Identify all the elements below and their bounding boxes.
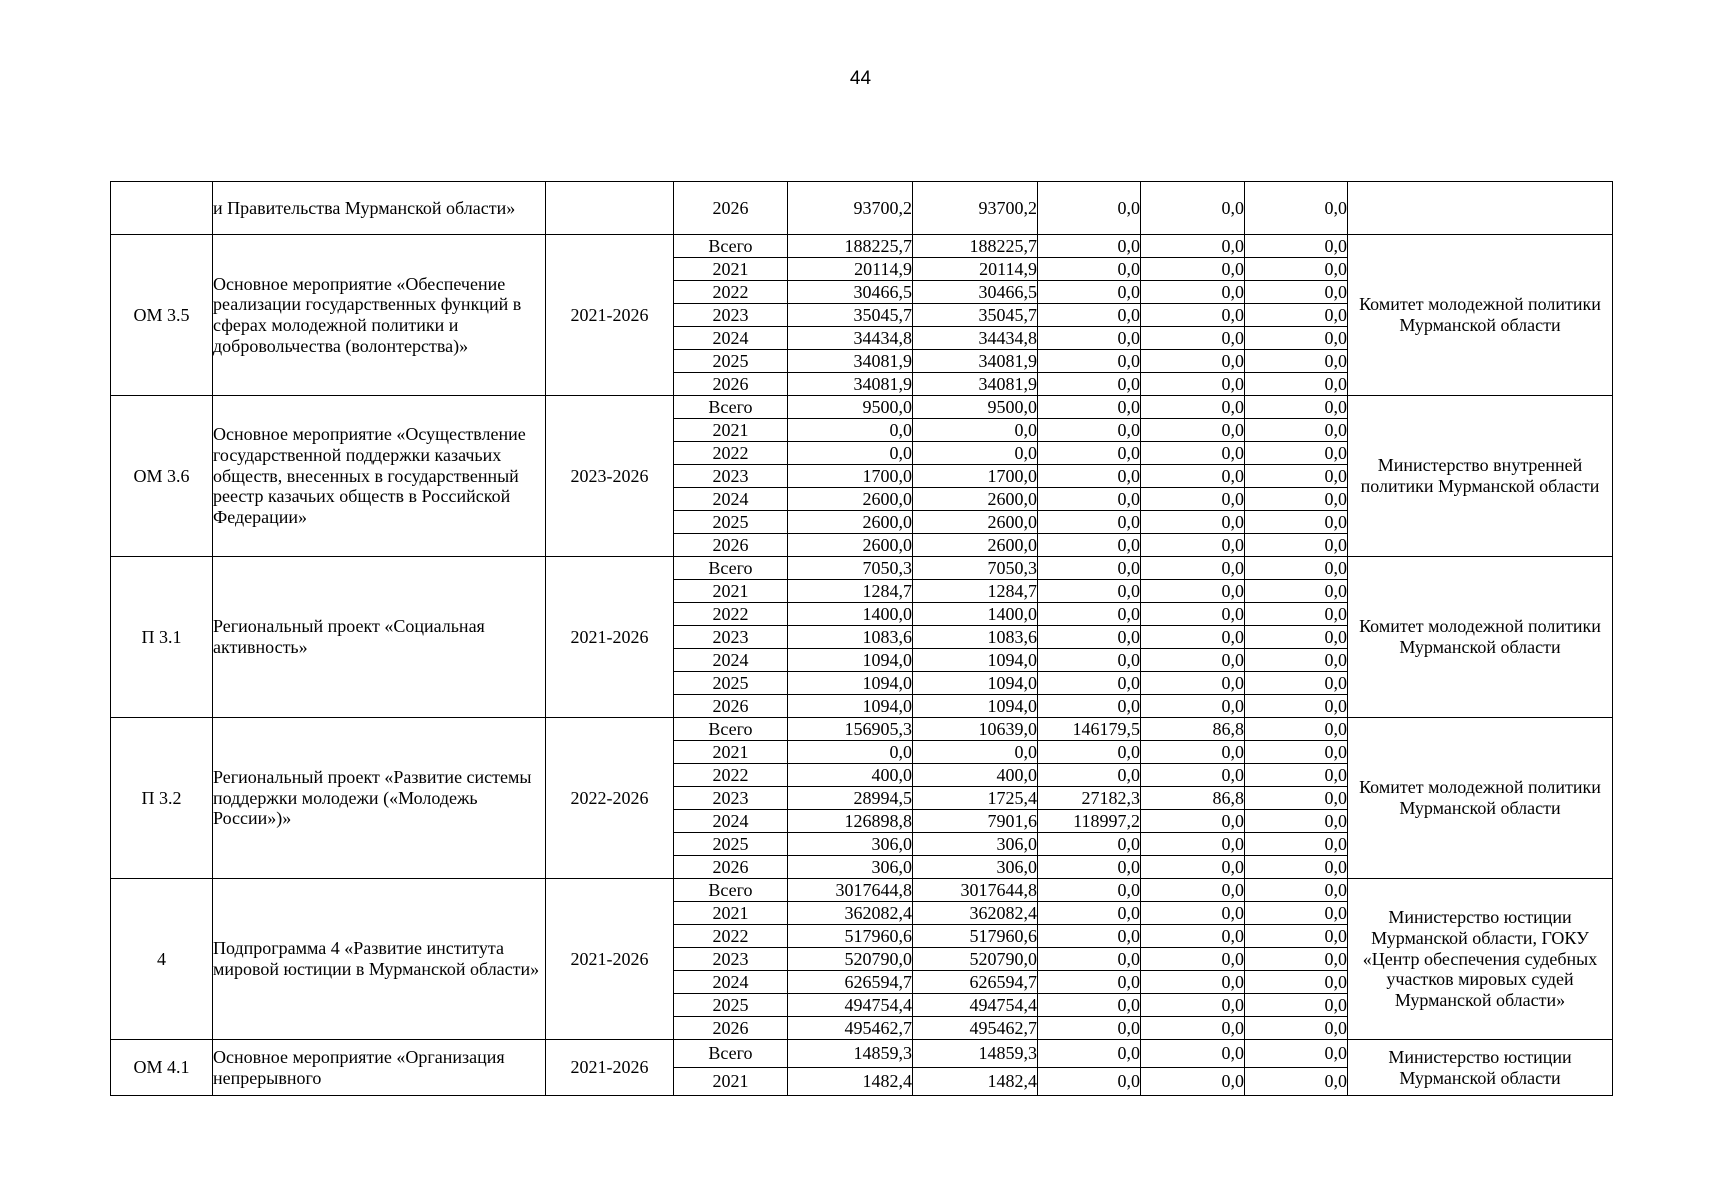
cell-amount-federal: 0,0 xyxy=(1038,350,1141,373)
cell-amount-other: 0,0 xyxy=(1245,442,1348,465)
cell-amount-regional: 7050,3 xyxy=(913,557,1038,580)
cell-amount-total: 93700,2 xyxy=(788,182,913,235)
cell-amount-regional: 1400,0 xyxy=(913,603,1038,626)
cell-amount-other: 0,0 xyxy=(1245,741,1348,764)
cell-year: 2022 xyxy=(674,442,788,465)
cell-amount-total: 0,0 xyxy=(788,741,913,764)
cell-year: 2026 xyxy=(674,856,788,879)
cell-year: 2022 xyxy=(674,281,788,304)
cell-amount-local: 0,0 xyxy=(1141,741,1245,764)
cell-amount-regional: 306,0 xyxy=(913,833,1038,856)
cell-year: 2026 xyxy=(674,695,788,718)
cell-amount-regional: 306,0 xyxy=(913,856,1038,879)
table-row xyxy=(111,396,1613,419)
row-period: 2022-2026 xyxy=(546,718,674,879)
cell-amount-local: 0,0 xyxy=(1141,626,1245,649)
cell-year: Всего xyxy=(674,235,788,258)
cell-amount-regional: 2600,0 xyxy=(913,511,1038,534)
cell-amount-federal: 0,0 xyxy=(1038,1068,1141,1096)
cell-amount-other: 0,0 xyxy=(1245,580,1348,603)
cell-amount-local: 0,0 xyxy=(1141,534,1245,557)
cell-amount-local: 0,0 xyxy=(1141,511,1245,534)
cell-amount-total: 7050,3 xyxy=(788,557,913,580)
cell-amount-local: 0,0 xyxy=(1141,304,1245,327)
cell-amount-federal: 0,0 xyxy=(1038,856,1141,879)
cell-amount-total: 400,0 xyxy=(788,764,913,787)
row-responsible: Министерство юстиции Мурманской области xyxy=(1348,1040,1613,1096)
cell-year: 2023 xyxy=(674,787,788,810)
cell-amount-total: 2600,0 xyxy=(788,534,913,557)
cell-year: Всего xyxy=(674,557,788,580)
cell-amount-total: 1094,0 xyxy=(788,695,913,718)
cell-amount-local: 0,0 xyxy=(1141,695,1245,718)
cell-amount-total: 20114,9 xyxy=(788,258,913,281)
cell-amount-local: 0,0 xyxy=(1141,419,1245,442)
cell-amount-regional: 3017644,8 xyxy=(913,879,1038,902)
cell-amount-local: 0,0 xyxy=(1141,258,1245,281)
cell-amount-local: 0,0 xyxy=(1141,948,1245,971)
cell-amount-total: 495462,7 xyxy=(788,1017,913,1040)
budget-table xyxy=(110,181,1613,1096)
cell-year: 2024 xyxy=(674,971,788,994)
cell-year: 2026 xyxy=(674,534,788,557)
cell-amount-local: 0,0 xyxy=(1141,327,1245,350)
cell-amount-total: 35045,7 xyxy=(788,304,913,327)
cell-amount-federal: 0,0 xyxy=(1038,580,1141,603)
cell-amount-federal: 0,0 xyxy=(1038,534,1141,557)
cell-year: 2023 xyxy=(674,304,788,327)
cell-year: Всего xyxy=(674,396,788,419)
cell-amount-regional: 93700,2 xyxy=(913,182,1038,235)
cell-amount-total: 9500,0 xyxy=(788,396,913,419)
row-responsible xyxy=(1348,182,1613,235)
cell-amount-federal: 0,0 xyxy=(1038,511,1141,534)
cell-amount-local: 0,0 xyxy=(1141,350,1245,373)
cell-year: 2021 xyxy=(674,419,788,442)
cell-amount-local: 0,0 xyxy=(1141,672,1245,695)
cell-amount-local: 0,0 xyxy=(1141,810,1245,833)
cell-amount-regional: 1083,6 xyxy=(913,626,1038,649)
cell-year: 2022 xyxy=(674,603,788,626)
cell-amount-local: 0,0 xyxy=(1141,856,1245,879)
cell-amount-local: 0,0 xyxy=(1141,971,1245,994)
cell-amount-regional: 362082,4 xyxy=(913,902,1038,925)
cell-amount-regional: 2600,0 xyxy=(913,534,1038,557)
cell-amount-total: 1083,6 xyxy=(788,626,913,649)
table-row xyxy=(111,235,1613,258)
cell-amount-other: 0,0 xyxy=(1245,419,1348,442)
cell-year: 2025 xyxy=(674,511,788,534)
cell-amount-regional: 1284,7 xyxy=(913,580,1038,603)
cell-amount-total: 14859,3 xyxy=(788,1040,913,1068)
cell-amount-regional: 34434,8 xyxy=(913,327,1038,350)
cell-amount-regional: 7901,6 xyxy=(913,810,1038,833)
cell-amount-total: 156905,3 xyxy=(788,718,913,741)
cell-amount-total: 626594,7 xyxy=(788,971,913,994)
cell-amount-other: 0,0 xyxy=(1245,281,1348,304)
cell-amount-federal: 0,0 xyxy=(1038,235,1141,258)
cell-amount-federal: 0,0 xyxy=(1038,258,1141,281)
cell-amount-regional: 9500,0 xyxy=(913,396,1038,419)
cell-amount-total: 1482,4 xyxy=(788,1068,913,1096)
cell-amount-total: 1094,0 xyxy=(788,649,913,672)
row-code: ОМ 3.6 xyxy=(111,396,213,557)
cell-amount-total: 520790,0 xyxy=(788,948,913,971)
row-name: Региональный проект «Развитие системы поддержки молодежи («Молодежь России»)» xyxy=(213,718,546,879)
row-responsible: Комитет молодежной политики Мурманской области xyxy=(1348,718,1613,879)
cell-year: 2023 xyxy=(674,626,788,649)
cell-amount-other: 0,0 xyxy=(1245,373,1348,396)
cell-amount-total: 1400,0 xyxy=(788,603,913,626)
cell-year: 2021 xyxy=(674,741,788,764)
cell-amount-total: 517960,6 xyxy=(788,925,913,948)
cell-amount-regional: 0,0 xyxy=(913,741,1038,764)
cell-amount-total: 362082,4 xyxy=(788,902,913,925)
cell-year: 2024 xyxy=(674,810,788,833)
cell-amount-regional: 1700,0 xyxy=(913,465,1038,488)
table-row xyxy=(111,879,1613,902)
row-period: 2023-2026 xyxy=(546,396,674,557)
cell-amount-local: 0,0 xyxy=(1141,879,1245,902)
row-code: ОМ 4.1 xyxy=(111,1040,213,1096)
cell-year: Всего xyxy=(674,1040,788,1068)
cell-amount-federal: 0,0 xyxy=(1038,741,1141,764)
cell-amount-other: 0,0 xyxy=(1245,925,1348,948)
cell-amount-local: 0,0 xyxy=(1141,281,1245,304)
row-responsible: Комитет молодежной политики Мурманской области xyxy=(1348,235,1613,396)
cell-amount-federal: 0,0 xyxy=(1038,488,1141,511)
cell-amount-federal: 0,0 xyxy=(1038,879,1141,902)
cell-amount-federal: 118997,2 xyxy=(1038,810,1141,833)
row-code: ОМ 3.5 xyxy=(111,235,213,396)
cell-amount-regional: 400,0 xyxy=(913,764,1038,787)
cell-amount-federal: 0,0 xyxy=(1038,281,1141,304)
cell-year: 2022 xyxy=(674,925,788,948)
table-row xyxy=(111,718,1613,741)
cell-year: 2026 xyxy=(674,1017,788,1040)
cell-amount-regional: 494754,4 xyxy=(913,994,1038,1017)
cell-amount-other: 0,0 xyxy=(1245,626,1348,649)
row-name: Основное мероприятие «Организация непрерывного xyxy=(213,1040,546,1096)
cell-amount-other: 0,0 xyxy=(1245,833,1348,856)
cell-amount-local: 0,0 xyxy=(1141,994,1245,1017)
cell-amount-regional: 1094,0 xyxy=(913,695,1038,718)
cell-amount-other: 0,0 xyxy=(1245,787,1348,810)
cell-amount-other: 0,0 xyxy=(1245,304,1348,327)
cell-amount-other: 0,0 xyxy=(1245,350,1348,373)
cell-amount-total: 28994,5 xyxy=(788,787,913,810)
row-name: и Правительства Мурманской области» xyxy=(213,182,546,235)
cell-amount-local: 0,0 xyxy=(1141,580,1245,603)
cell-amount-other: 0,0 xyxy=(1245,1068,1348,1096)
cell-amount-federal: 0,0 xyxy=(1038,557,1141,580)
cell-amount-other: 0,0 xyxy=(1245,235,1348,258)
cell-amount-federal: 0,0 xyxy=(1038,373,1141,396)
cell-amount-regional: 1725,4 xyxy=(913,787,1038,810)
cell-amount-local: 0,0 xyxy=(1141,396,1245,419)
cell-year: Всего xyxy=(674,718,788,741)
cell-amount-federal: 0,0 xyxy=(1038,649,1141,672)
row-code: 4 xyxy=(111,879,213,1040)
cell-amount-other: 0,0 xyxy=(1245,603,1348,626)
cell-amount-other: 0,0 xyxy=(1245,672,1348,695)
row-name: Основное мероприятие «Обеспечение реализации государственных функций в сферах молодежной политики и добровольчества (волонтерства)» xyxy=(213,235,546,396)
row-period: 2021-2026 xyxy=(546,235,674,396)
cell-amount-total: 1094,0 xyxy=(788,672,913,695)
cell-amount-federal: 27182,3 xyxy=(1038,787,1141,810)
cell-amount-regional: 30466,5 xyxy=(913,281,1038,304)
cell-amount-regional: 520790,0 xyxy=(913,948,1038,971)
cell-amount-local: 0,0 xyxy=(1141,925,1245,948)
cell-amount-federal: 0,0 xyxy=(1038,672,1141,695)
cell-amount-regional: 20114,9 xyxy=(913,258,1038,281)
cell-amount-other: 0,0 xyxy=(1245,971,1348,994)
row-responsible: Министерство внутренней политики Мурманской области xyxy=(1348,396,1613,557)
cell-amount-federal: 0,0 xyxy=(1038,695,1141,718)
cell-year: 2024 xyxy=(674,327,788,350)
cell-amount-other: 0,0 xyxy=(1245,557,1348,580)
cell-amount-regional: 35045,7 xyxy=(913,304,1038,327)
cell-amount-local: 0,0 xyxy=(1141,603,1245,626)
cell-year: 2026 xyxy=(674,182,788,235)
cell-amount-total: 2600,0 xyxy=(788,511,913,534)
cell-amount-total: 30466,5 xyxy=(788,281,913,304)
cell-amount-other: 0,0 xyxy=(1245,718,1348,741)
cell-amount-total: 306,0 xyxy=(788,833,913,856)
cell-amount-local: 0,0 xyxy=(1141,1017,1245,1040)
cell-amount-other: 0,0 xyxy=(1245,649,1348,672)
cell-amount-local: 0,0 xyxy=(1141,902,1245,925)
cell-amount-other: 0,0 xyxy=(1245,1040,1348,1068)
cell-year: 2023 xyxy=(674,948,788,971)
row-responsible: Комитет молодежной политики Мурманской области xyxy=(1348,557,1613,718)
cell-amount-total: 494754,4 xyxy=(788,994,913,1017)
cell-amount-federal: 0,0 xyxy=(1038,419,1141,442)
cell-amount-total: 126898,8 xyxy=(788,810,913,833)
cell-amount-federal: 0,0 xyxy=(1038,1017,1141,1040)
cell-amount-regional: 517960,6 xyxy=(913,925,1038,948)
cell-amount-federal: 0,0 xyxy=(1038,833,1141,856)
row-code xyxy=(111,182,213,235)
cell-amount-regional: 1094,0 xyxy=(913,649,1038,672)
cell-amount-total: 3017644,8 xyxy=(788,879,913,902)
cell-amount-local: 0,0 xyxy=(1141,465,1245,488)
cell-amount-federal: 0,0 xyxy=(1038,994,1141,1017)
cell-amount-federal: 0,0 xyxy=(1038,327,1141,350)
cell-year: 2025 xyxy=(674,672,788,695)
cell-amount-regional: 495462,7 xyxy=(913,1017,1038,1040)
cell-amount-other: 0,0 xyxy=(1245,258,1348,281)
cell-amount-other: 0,0 xyxy=(1245,488,1348,511)
row-code: П 3.2 xyxy=(111,718,213,879)
page-number: 44 xyxy=(849,68,872,89)
cell-amount-regional: 0,0 xyxy=(913,419,1038,442)
cell-amount-local: 0,0 xyxy=(1141,235,1245,258)
cell-year: 2026 xyxy=(674,373,788,396)
cell-amount-other: 0,0 xyxy=(1245,764,1348,787)
cell-amount-total: 34081,9 xyxy=(788,373,913,396)
cell-amount-regional: 2600,0 xyxy=(913,488,1038,511)
cell-amount-local: 0,0 xyxy=(1141,557,1245,580)
cell-amount-regional: 626594,7 xyxy=(913,971,1038,994)
cell-amount-local: 86,8 xyxy=(1141,787,1245,810)
cell-amount-regional: 1482,4 xyxy=(913,1068,1038,1096)
cell-amount-total: 34081,9 xyxy=(788,350,913,373)
cell-amount-total: 0,0 xyxy=(788,419,913,442)
cell-amount-federal: 0,0 xyxy=(1038,603,1141,626)
cell-amount-local: 0,0 xyxy=(1141,764,1245,787)
cell-amount-regional: 188225,7 xyxy=(913,235,1038,258)
cell-year: Всего xyxy=(674,879,788,902)
cell-amount-federal: 0,0 xyxy=(1038,182,1141,235)
cell-amount-federal: 0,0 xyxy=(1038,442,1141,465)
cell-amount-total: 188225,7 xyxy=(788,235,913,258)
cell-amount-federal: 0,0 xyxy=(1038,626,1141,649)
cell-year: 2021 xyxy=(674,258,788,281)
cell-amount-federal: 0,0 xyxy=(1038,902,1141,925)
cell-amount-local: 86,8 xyxy=(1141,718,1245,741)
cell-amount-other: 0,0 xyxy=(1245,182,1348,235)
cell-amount-local: 0,0 xyxy=(1141,182,1245,235)
table-row xyxy=(111,1040,1613,1068)
cell-amount-federal: 146179,5 xyxy=(1038,718,1141,741)
cell-year: 2021 xyxy=(674,1068,788,1096)
cell-year: 2023 xyxy=(674,465,788,488)
row-period xyxy=(546,182,674,235)
cell-amount-federal: 0,0 xyxy=(1038,465,1141,488)
row-name: Региональный проект «Социальная активность» xyxy=(213,557,546,718)
cell-amount-federal: 0,0 xyxy=(1038,971,1141,994)
cell-amount-regional: 1094,0 xyxy=(913,672,1038,695)
cell-amount-other: 0,0 xyxy=(1245,810,1348,833)
cell-year: 2025 xyxy=(674,350,788,373)
cell-year: 2024 xyxy=(674,649,788,672)
row-period: 2021-2026 xyxy=(546,879,674,1040)
cell-amount-other: 0,0 xyxy=(1245,902,1348,925)
cell-amount-other: 0,0 xyxy=(1245,695,1348,718)
cell-amount-federal: 0,0 xyxy=(1038,304,1141,327)
row-responsible: Министерство юстиции Мурманской области, ГОКУ «Центр обеспечения судебных участков мировых судей Мурманской области» xyxy=(1348,879,1613,1040)
cell-amount-regional: 14859,3 xyxy=(913,1040,1038,1068)
cell-amount-other: 0,0 xyxy=(1245,534,1348,557)
cell-amount-federal: 0,0 xyxy=(1038,1040,1141,1068)
cell-year: 2024 xyxy=(674,488,788,511)
row-code: П 3.1 xyxy=(111,557,213,718)
cell-amount-total: 0,0 xyxy=(788,442,913,465)
cell-year: 2025 xyxy=(674,994,788,1017)
row-name: Основное мероприятие «Осуществление государственной поддержки казачьих обществ, внесенных в государственный реестр казачьих обществ в Российской Федерации» xyxy=(213,396,546,557)
cell-amount-other: 0,0 xyxy=(1245,465,1348,488)
cell-amount-regional: 34081,9 xyxy=(913,373,1038,396)
cell-amount-total: 2600,0 xyxy=(788,488,913,511)
cell-amount-other: 0,0 xyxy=(1245,327,1348,350)
cell-amount-other: 0,0 xyxy=(1245,948,1348,971)
cell-amount-other: 0,0 xyxy=(1245,396,1348,419)
cell-amount-regional: 0,0 xyxy=(913,442,1038,465)
cell-amount-total: 1700,0 xyxy=(788,465,913,488)
cell-amount-total: 34434,8 xyxy=(788,327,913,350)
cell-amount-local: 0,0 xyxy=(1141,649,1245,672)
cell-amount-regional: 10639,0 xyxy=(913,718,1038,741)
cell-amount-local: 0,0 xyxy=(1141,442,1245,465)
cell-amount-other: 0,0 xyxy=(1245,856,1348,879)
cell-year: 2025 xyxy=(674,833,788,856)
table-row xyxy=(111,182,1613,235)
cell-year: 2021 xyxy=(674,580,788,603)
cell-amount-local: 0,0 xyxy=(1141,1040,1245,1068)
cell-amount-federal: 0,0 xyxy=(1038,396,1141,419)
cell-amount-federal: 0,0 xyxy=(1038,925,1141,948)
cell-amount-local: 0,0 xyxy=(1141,1068,1245,1096)
cell-amount-local: 0,0 xyxy=(1141,488,1245,511)
cell-amount-regional: 34081,9 xyxy=(913,350,1038,373)
row-period: 2021-2026 xyxy=(546,557,674,718)
cell-amount-other: 0,0 xyxy=(1245,879,1348,902)
table-row xyxy=(111,557,1613,580)
cell-amount-local: 0,0 xyxy=(1141,373,1245,396)
cell-year: 2022 xyxy=(674,764,788,787)
cell-year: 2021 xyxy=(674,902,788,925)
cell-amount-other: 0,0 xyxy=(1245,994,1348,1017)
cell-amount-other: 0,0 xyxy=(1245,511,1348,534)
cell-amount-federal: 0,0 xyxy=(1038,764,1141,787)
cell-amount-other: 0,0 xyxy=(1245,1017,1348,1040)
cell-amount-federal: 0,0 xyxy=(1038,948,1141,971)
row-name: Подпрограмма 4 «Развитие института мировой юстиции в Мурманской области» xyxy=(213,879,546,1040)
row-period: 2021-2026 xyxy=(546,1040,674,1096)
cell-amount-total: 306,0 xyxy=(788,856,913,879)
cell-amount-total: 1284,7 xyxy=(788,580,913,603)
cell-amount-local: 0,0 xyxy=(1141,833,1245,856)
